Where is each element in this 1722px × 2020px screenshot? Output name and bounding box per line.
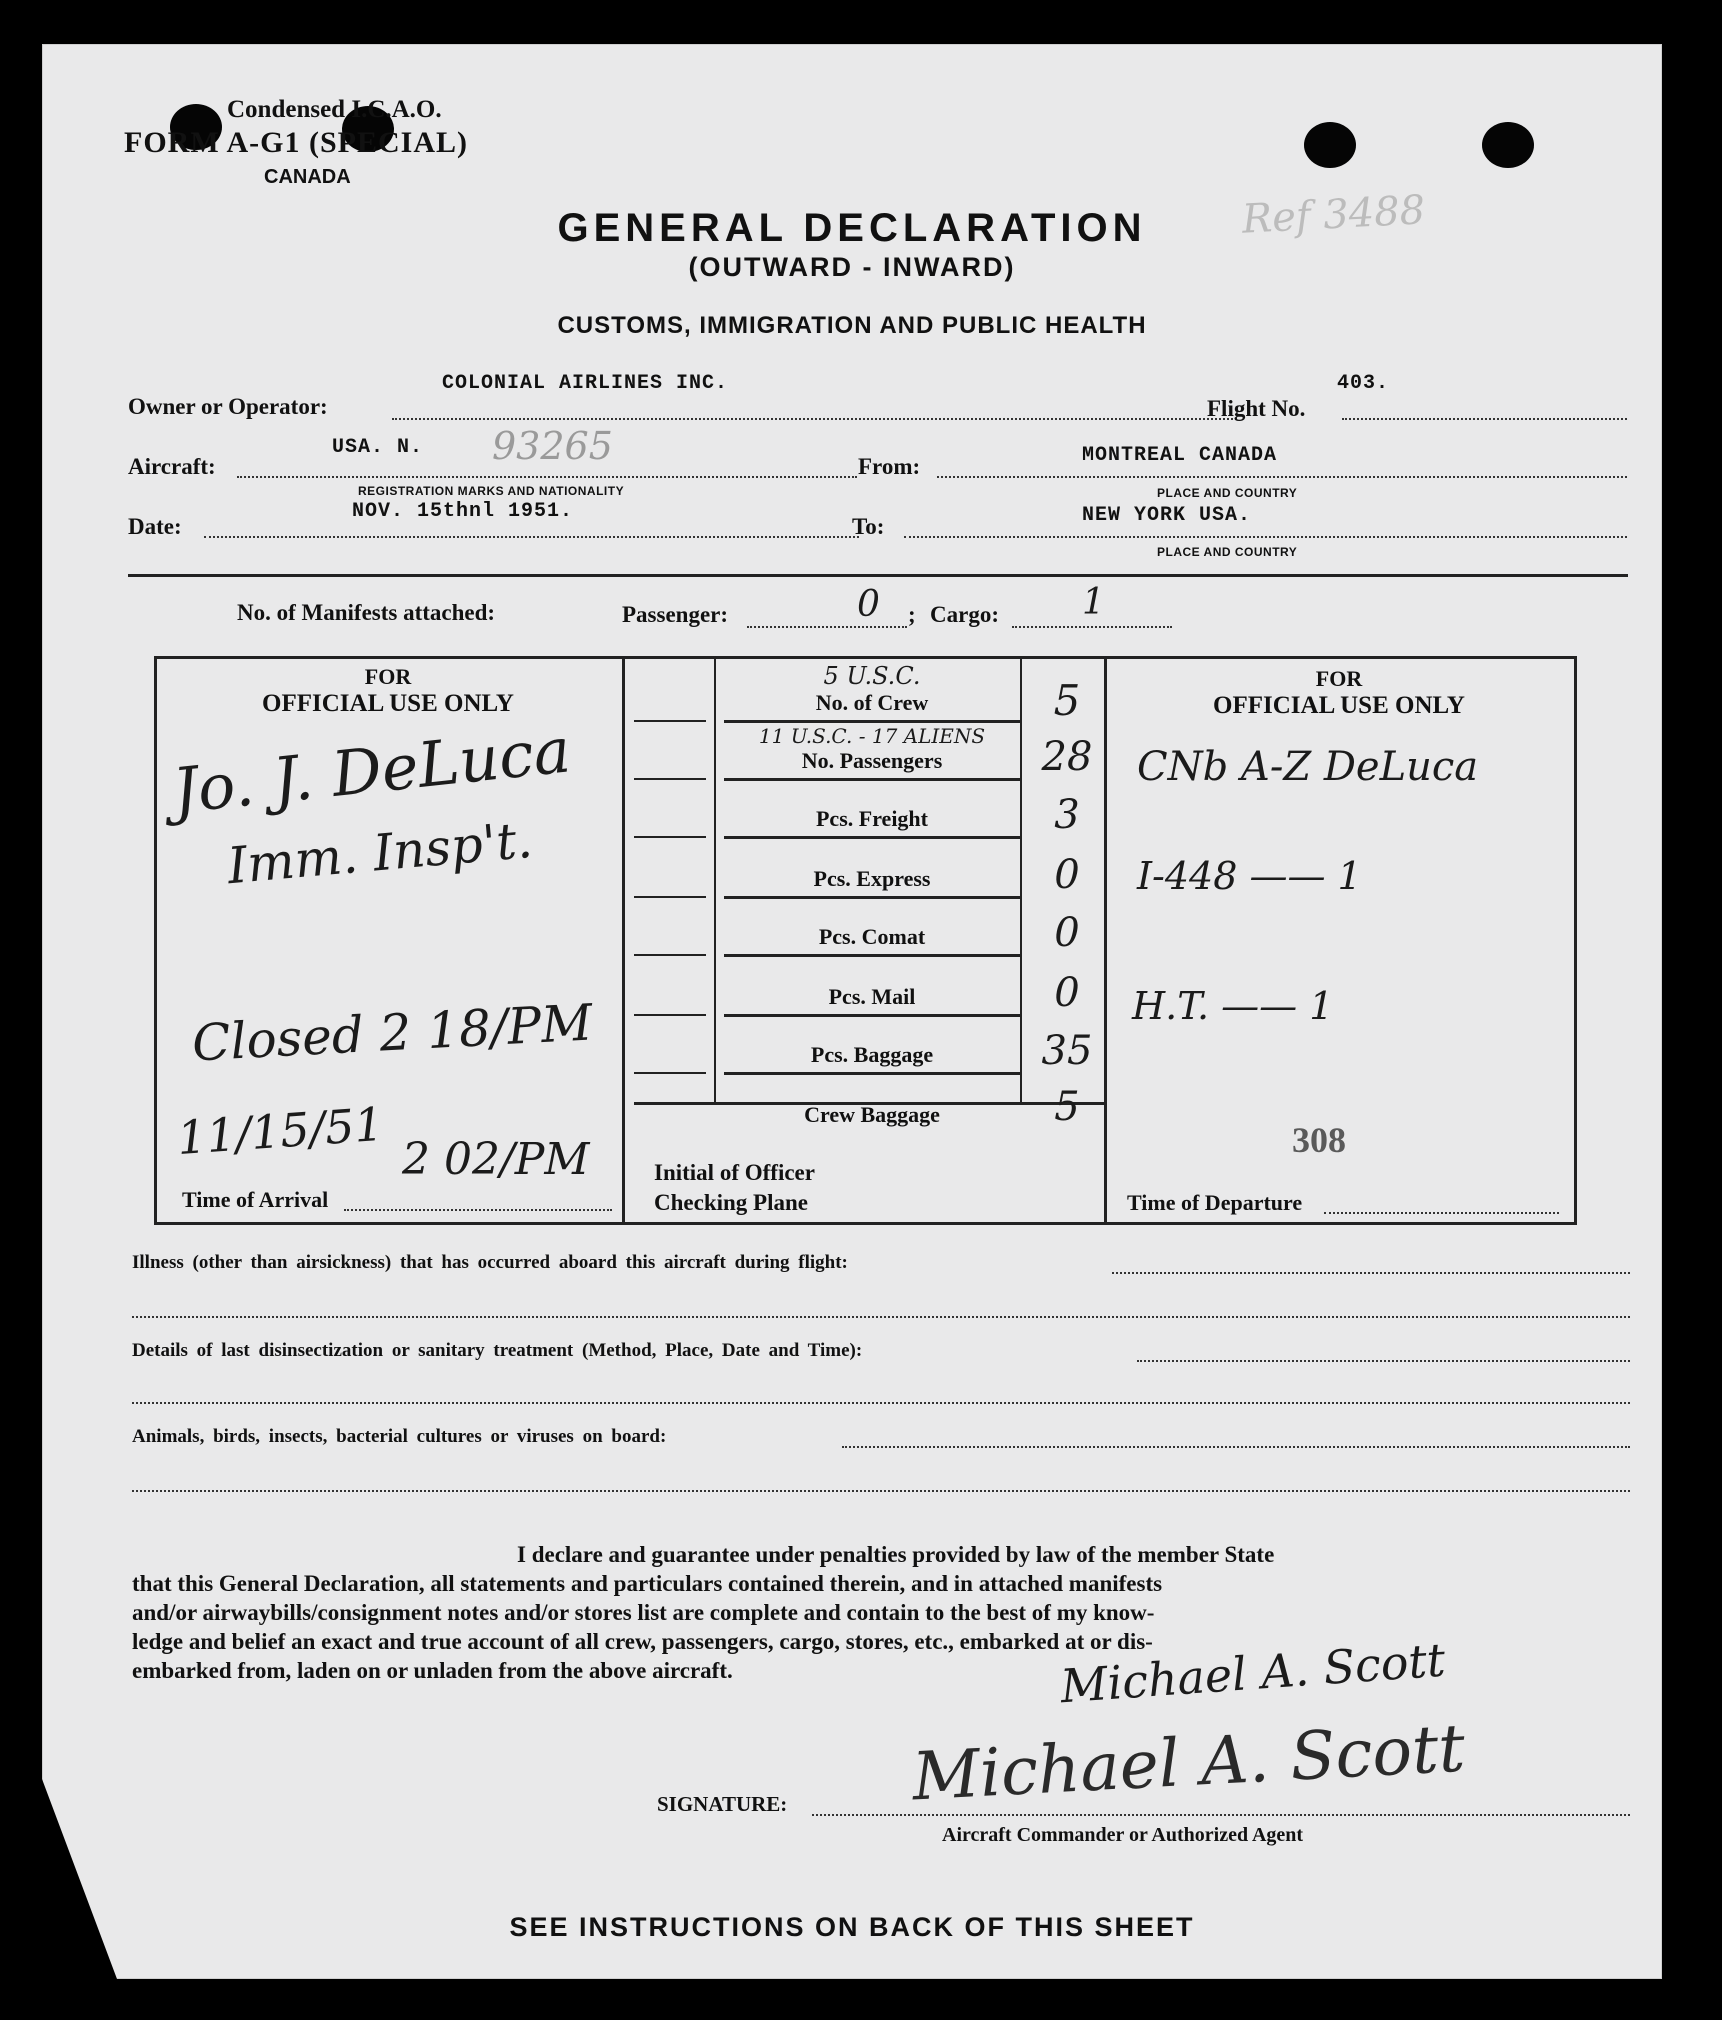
manifests-label: No. of Manifests attached: [237, 600, 496, 625]
right-note-3: H.T. —— 1 [1132, 984, 1334, 1028]
flight-label: Flight No. [1207, 396, 1306, 421]
count-value: 0 [1054, 970, 1080, 1016]
registration-caption: REGISTRATION MARKS AND NATIONALITY [358, 484, 625, 498]
declaration-form [42, 44, 1662, 1979]
stub-rule [634, 720, 706, 722]
owner-line [392, 418, 1237, 420]
from-value: MONTREAL CANADA [1082, 444, 1278, 467]
count-note: 11 U.S.C. - 17 ALIENS [758, 724, 986, 748]
right-note-2: I-448 —— 1 [1137, 854, 1362, 898]
departure-line [1324, 1212, 1559, 1214]
illness-line-1 [1112, 1272, 1630, 1274]
punch-hole [1482, 122, 1534, 168]
from-label: From: [858, 454, 921, 479]
arrival-time-value: 2 02/PM [402, 1134, 590, 1185]
form-id-line1: Condensed I.C.A.O. [227, 96, 442, 123]
count-label: Pcs. Comat [818, 924, 926, 949]
declaration-line: I declare and guarantee under penalties provided by law of the member State [517, 1542, 1275, 1567]
disinsect-line-1 [1137, 1360, 1630, 1362]
to-line [904, 536, 1627, 538]
aircraft-label: Aircraft: [128, 454, 216, 479]
right-official-for: FOR [1315, 666, 1363, 691]
box-divider-right [1104, 656, 1107, 1222]
form-id-country: CANADA [264, 166, 351, 188]
from-line [937, 476, 1627, 478]
cargo-manifest-label: Cargo: [930, 602, 999, 627]
stub-rule [634, 836, 706, 838]
count-label: No. Passengers [801, 748, 943, 773]
to-label: To: [852, 514, 885, 539]
manifest-separator: ; [908, 602, 916, 627]
owner-label: Owner or Operator: [128, 394, 328, 419]
punch-hole [1304, 122, 1356, 168]
passenger-manifest-label: Passenger: [622, 602, 729, 627]
count-value: 35 [1041, 1028, 1093, 1074]
stub-rule [634, 1072, 706, 1074]
passenger-manifest-value: 0 [857, 584, 880, 625]
box-divider-label [714, 656, 716, 1104]
disinsect-label: Details of last disinsectization or sanitary treatment (Method, Place, Date and Time): [132, 1340, 863, 1361]
officer-signature: Jo. J. DeLuca [169, 713, 574, 828]
closed-time: Closed 2 18/PM [190, 993, 594, 1073]
count-label: Pcs. Freight [815, 806, 928, 831]
declaration-line: embarked from, laden on or unladen from the above aircraft. [132, 1658, 733, 1683]
place-caption-from: PLACE AND COUNTRY [1157, 486, 1298, 500]
officer-title: Imm. Insp't. [225, 810, 535, 896]
count-value: 0 [1054, 910, 1080, 956]
flight-value: 403. [1337, 372, 1390, 395]
page-title: GENERAL DECLARATION [557, 206, 1147, 250]
stub-rule [634, 954, 706, 956]
animals-label: Animals, birds, insects, bacterial cultures or viruses on board: [132, 1426, 667, 1447]
count-label: Pcs. Mail [828, 984, 916, 1009]
officer-initial-label-1: Initial of Officer [654, 1160, 815, 1185]
animals-line-2 [132, 1490, 1630, 1492]
count-label: Crew Baggage [804, 1102, 940, 1127]
row-rule [724, 896, 1020, 899]
date-value: NOV. 15thnl 1951. [352, 500, 574, 523]
count-value: 5 [1053, 676, 1081, 725]
stub-rule [634, 896, 706, 898]
row-rule [724, 954, 1020, 957]
stub-rule [634, 1014, 706, 1016]
ref-stamp: Ref 3488 [1240, 187, 1427, 243]
row-rule [724, 720, 1020, 723]
box-divider-left [622, 656, 625, 1222]
flight-line [1342, 418, 1627, 420]
count-label: No. of Crew [815, 690, 929, 715]
officer-initial-label-2: Checking Plane [654, 1190, 808, 1215]
commander-signature-2: Michael A. Scott [910, 1709, 1467, 1816]
arrival-line [344, 1209, 612, 1211]
instructions-footer: SEE INSTRUCTIONS ON BACK OF THIS SHEET [509, 1912, 1195, 1942]
signature-line [812, 1814, 1630, 1816]
declaration-line: ledge and belief an exact and true account of all crew, passengers, cargo, stores, etc., embarked at or dis- [132, 1629, 1153, 1654]
cargo-manifest-line [1012, 626, 1172, 628]
header-divider [128, 574, 1628, 577]
row-rule [724, 1014, 1020, 1017]
number-stamp: 308 [1292, 1120, 1346, 1160]
aircraft-handwriting: 93265 [492, 424, 613, 468]
left-official-heading: OFFICIAL USE ONLY [262, 690, 514, 717]
count-note: 5 U.S.C. [823, 662, 921, 690]
count-label: Pcs. Baggage [810, 1042, 934, 1067]
departure-label: Time of Departure [1127, 1190, 1303, 1215]
row-rule [724, 836, 1020, 839]
row-rule [724, 778, 1020, 781]
commander-signature-1: Michael A. Scott [1058, 1632, 1448, 1714]
date-line [204, 536, 859, 538]
right-note-1: CNb A-Z DeLuca [1137, 744, 1479, 790]
count-value: 5 [1054, 1084, 1080, 1130]
signature-label: SIGNATURE: [657, 1792, 788, 1816]
count-label: Pcs. Express [813, 866, 931, 891]
owner-value: COLONIAL AIRLINES INC. [442, 372, 729, 395]
count-value: 28 [1041, 734, 1093, 780]
aircraft-line [237, 476, 857, 478]
department-heading: CUSTOMS, IMMIGRATION AND PUBLIC HEALTH [557, 312, 1147, 339]
stub-rule [634, 778, 706, 780]
commander-caption: Aircraft Commander or Authorized Agent [942, 1824, 1304, 1846]
passenger-manifest-line [747, 626, 907, 628]
declaration-line: that this General Declaration, all statements and particulars contained therein, and in attached manifests [132, 1571, 1163, 1596]
form-id-line2: FORM A-G1 (SPECIAL) [124, 126, 468, 159]
animals-line-1 [842, 1446, 1630, 1448]
to-value: NEW YORK USA. [1082, 504, 1252, 527]
cargo-manifest-value: 1 [1082, 582, 1105, 623]
place-caption-to: PLACE AND COUNTRY [1157, 545, 1298, 559]
illness-label: Illness (other than airsickness) that has occurred aboard this aircraft during flight: [132, 1252, 848, 1273]
right-official-heading: OFFICIAL USE ONLY [1213, 692, 1465, 719]
arrival-label: Time of Arrival [182, 1187, 329, 1212]
folded-corner [42, 1779, 117, 1979]
date-label: Date: [128, 514, 182, 539]
arrival-date: 11/15/51 [175, 1096, 386, 1166]
left-official-for: FOR [364, 664, 412, 689]
illness-line-2 [132, 1316, 1630, 1318]
count-value: 0 [1054, 852, 1080, 898]
row-rule [724, 1072, 1020, 1075]
aircraft-value: USA. N. [332, 436, 424, 459]
page-subtitle: (OUTWARD - INWARD) [688, 252, 1016, 282]
disinsect-line-2 [132, 1402, 1630, 1404]
count-value: 3 [1054, 792, 1080, 838]
declaration-line: and/or airwaybills/consignment notes and/or stores list are complete and contain to the best of my know- [132, 1600, 1155, 1625]
